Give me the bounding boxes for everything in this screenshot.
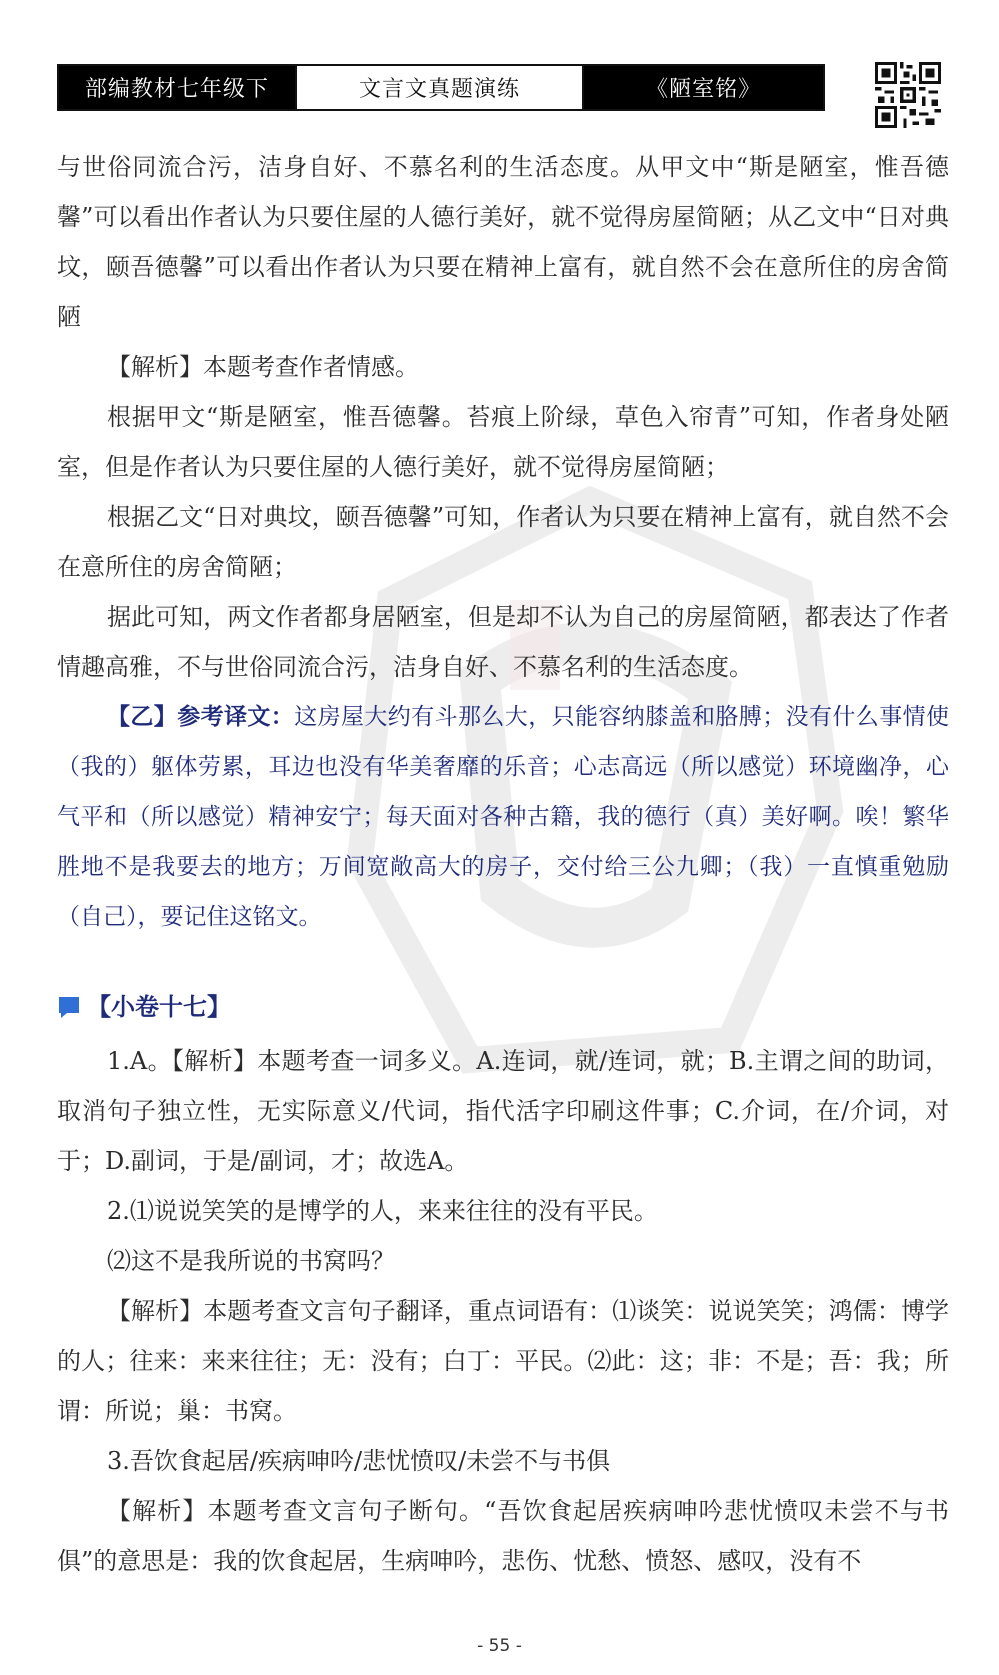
header-grade: 部编教材七年级下 <box>59 66 295 109</box>
translation-tag: 【乙】参考译文： <box>107 703 295 730</box>
paragraph-yi: 根据乙文“日对典坟，颐吾德馨”可知，作者认为只要在精神上富有，就自然不会在意所住的房舍简陋； <box>57 503 949 581</box>
bookmark-icon <box>57 995 83 1019</box>
page-content <box>57 142 949 1586</box>
page-number: - 55 - <box>477 1636 522 1656</box>
analysis-paragraph: 【解析】本题考查作者情感。 <box>107 353 419 381</box>
answer-2-2: ⑵这不是我所说的书窝吗？ <box>107 1247 395 1275</box>
answer-2-analysis: 【解析】本题考查文言句子翻译，重点词语有：⑴谈笑：说说笑笑；鸿儒：博学的人；往来：来来往往；无：没有；白丁：平民。⑵此：这；非：不是；吾：我；所谓：所说；巢：书窝。 <box>57 1297 949 1425</box>
paragraph-jia: 根据甲文“斯是陋室，惟吾德馨。苔痕上阶绿，草色入帘青”可知，作者身处陋室，但是作者认为只要住屋的人德行美好，就不觉得房屋简陋； <box>57 403 949 481</box>
page-header <box>57 64 825 111</box>
paragraph-continued: 与世俗同流合污，洁身自好、不慕名利的生活态度。从甲文中“斯是陋室，惟吾德馨”可以看出作者认为只要住屋的人德行美好，就不觉得房屋简陋；从乙文中“日对典坟，颐吾德馨”可以看出作者认为只要在精神上富有，就自然不会在意所住的房舍简陋 <box>57 153 949 331</box>
answer-3-analysis: 【解析】本题考查文言句子断句。“吾饮食起居疾病呻吟悲忧愤叹未尝不与书俱”的意思是：我的饮食起居，生病呻吟，悲伤、忧愁、愤怒、感叹，没有不 <box>57 1497 949 1575</box>
section-heading <box>57 982 949 1032</box>
section-title: 【小卷十七】 <box>87 992 231 1021</box>
answer-3: 3.吾饮食起居/疾病呻吟/悲忧愤叹/未尝不与书俱 <box>107 1447 611 1475</box>
header-title: 《陋室铭》 <box>584 66 823 109</box>
answer-2-1: 2.⑴说说笑笑的是博学的人，来来往往的没有平民。 <box>107 1197 658 1225</box>
header-subject: 文言文真题演练 <box>295 66 585 109</box>
translation-text: 这房屋大约有斗那么大，只能容纳膝盖和胳膊；没有什么事情使（我的）躯体劳累，耳边也没有华美奢靡的乐音；心志高远（所以感觉）环境幽净，心气平和（所以感觉）精神安宁；每天面对各种古籍，我的德行（真）美好啊。唉！繁华胜地不是我要去的地方；万间宽敞高大的房子，交付给三公九卿；（我）一直慎重勉励（自己），要记住这铭文。 <box>57 704 950 930</box>
paragraph-conclusion: 据此可知，两文作者都身居陋室，但是却不认为自己的房屋简陋，都表达了作者情趣高雅，不与世俗同流合污，洁身自好、不慕名利的生活态度。 <box>57 603 949 681</box>
qr-code-icon <box>875 62 941 128</box>
translation-paragraph <box>57 692 949 942</box>
answer-1: 1.A。【解析】本题考查一词多义。A.连词，就/连词，就；B.主谓之间的助词，取消句子独立性，无实际意义/代词，指代活字印刷这件事；C.介词，在/介词，对于；D.副词，于是/副词，才；故选A。 <box>57 1047 949 1175</box>
